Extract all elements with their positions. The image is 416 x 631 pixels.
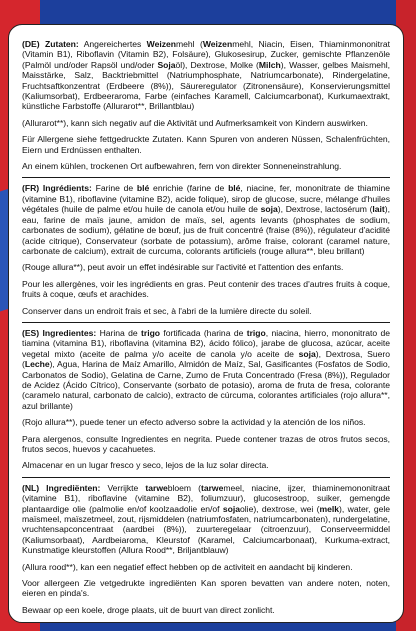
language-heading: (DE) Zutaten: xyxy=(22,39,79,49)
storage-instructions: Bewaar op een koele, droge plaats, uit de buurt van direct zonlicht. xyxy=(22,604,275,615)
allergen-word: soja xyxy=(260,204,278,215)
colour-warning: (Allurarot**), kann sich negativ auf die Aktivität und Aufmerksamkeit von Kindern auswirken. xyxy=(22,117,368,128)
colour-warning: (Allura rood**), kan een negatief effect hebben op de activiteit en aandacht bij kinderen. xyxy=(22,561,353,572)
allergen-word: Weizen xyxy=(146,39,177,49)
language-heading: (ES) Ingredientes: xyxy=(22,327,97,338)
allergen-word: melk xyxy=(319,503,340,514)
allergen-word: tarwe xyxy=(145,482,168,493)
allergen-word: Milch xyxy=(258,59,281,70)
allergen-word: blé xyxy=(136,183,150,194)
allergen-word: blé xyxy=(228,183,241,194)
allergen-advice: Pour les allergènes, voir les ingrédients en gras. Peut contenir des traces d'autres fruits à coque, fruits à coque, œufs et arachides. xyxy=(22,278,390,300)
language-heading: (FR) Ingrédients: xyxy=(22,183,92,194)
storage-instructions: Conserver dans un endroit frais et sec, à l'abri de la lumière directe du soleil. xyxy=(22,305,312,316)
allergen-advice: Para alergenos, consulte Ingredientes en negrita. Puede contener trazas de otros frutos secos, frutos secos, huevos y cacahuetes. xyxy=(22,433,390,454)
ingredients-text: (DE) Zutaten: Angereichertes Weizenmehl (Weizenmehl, Niacin, Eisen, Thiaminmononitrat (Vitamin B1), Riboflavin (Vitamin B2), Folsäure), Glukosesirup, Zucker, gemischte Pflanzenöle (Palmöl und/oder Rapsöl und/oder Sojaöl), Dextrose, Molke (Milch), Wasser, gelbes Maismehl, Maisstärke, Salz, Backtriebmittel (Natriumphosphate, Natriumcarbonate), Rindergelatine, Fruchtsaftkonzentrat (Erdbeere (8%)), Säureregulator (Zitronensäure), Konservierungsmittel (Kaliumsorbat), Erdbeeraroma, Farbe (einfaches Karamell, Calciumcarbonat), Kurkumaextrakt, künstliche Farbstoffe (Allurarot**, Brillantblau) xyxy=(22,39,390,112)
section-divider xyxy=(22,177,390,178)
storage-instructions: An einem kühlen, trockenen Ort aufbewahren, fern von direkter Sonneneinstrahlung. xyxy=(22,161,342,172)
allergen-word: soja xyxy=(222,503,241,514)
language-section xyxy=(22,328,390,471)
allergen-word: Weizen xyxy=(202,39,233,49)
allergen-advice: Für Allergene siehe fettgedruckte Zutaten. Kann Spuren von anderen Nüssen, Schalenfrüchten, Eiern und Erdnüssen enthalten. xyxy=(22,134,390,155)
language-section xyxy=(22,483,390,615)
allergen-word: tarwe xyxy=(200,482,224,493)
allergen-word: trigo xyxy=(246,327,266,338)
allergen-word: lait xyxy=(372,204,385,215)
ingredients-text: (NL) Ingrediënten: Verrijkte tarwebloem (tarwemeel, niacine, ijzer, thiaminemononitraat (vitamine B1), riboflavine (vitamine B2), foliumzuur), glucosestroop, suiker, gemengde plantaardige olie (palmolie en/of koolzaadolie en/of sojaolie), dextrose, wei (melk), water, gele maïsmeel, maïszetmeel, zout, rijsmiddelen (natriumfosfaten, natriumcarbonaten), rundergelatine, vruchtensapconcentraat (aardbei (8%)), zuurteregelaar (citroenzuur), Conserveermiddel (Kaliumsorbaat), Aardbeiaroma, Kleurstof (Karamel, Calciumcarbonaat), Kurkuma-extract, Kunstmatige kleurstoffen (Allura Rood**, Briljantblauw) xyxy=(22,482,390,556)
colour-warning: (Rojo allura**), puede tener un efecto adverso sobre la actividad y la atención de los niños. xyxy=(22,417,366,428)
allergen-word: soja xyxy=(298,348,316,359)
ingredients-label-panel xyxy=(8,24,404,623)
section-divider xyxy=(22,477,390,478)
ingredients-text: (ES) Ingredientes: Harina de trigo fortificada (harina de trigo, niacina, hierro, mononitrato de tiamina (vitamina B1), riboflavina (vitamina B2), ácido fólico), jarabe de glucosa, azúcar, aceite vegetal mixto (aceite de palma y/o aceite de canola y/o aceite de soja), Dextrosa, Suero (Leche), Agua, Harina de Maíz Amarillo, Almidón de Maíz, Sal, Gasificantes (Fosfatos de Sodio, Carbonatos de Sodio), Gelatina de Carne, Zumo de Fruta Concentrado (Fresa (8%)), Regulador de Acidez (Ácido Cítrico), Conservante (sorbato de potasio), aroma de fruta de fresa, colorante (caramelo natural, carbonato de calcio), extracto de cúrcuma, colorantes artificiales (rojo allura**, azul brillante) xyxy=(22,327,390,411)
allergen-advice: Voor allergeen Zie vetgedrukte ingrediënten Kan sporen bevatten van andere noten, noten, eieren en pinda's. xyxy=(22,578,390,599)
language-heading: (NL) Ingrediënten: xyxy=(22,482,101,493)
allergen-word: Soja xyxy=(157,59,176,70)
storage-instructions: Almacenar en un lugar fresco y seco, lejos de la luz solar directa. xyxy=(22,460,269,471)
ingredients-text: (FR) Ingrédients: Farine de blé enrichie (farine de blé, niacine, fer, mononitrate de thiamine (vitamine B1), riboflavine (vitamine B2), acide folique), sirop de glucose, sucre, mélange d'huiles végétales (huile de palme et/ou huile de canola et/ou huile de soja), Dextrose, lactosérum (lait), eau, farine de maïs jaune, amidon de maïs, sel, agents levants (phosphates de sodium, carbonates de sodium), gélatine de bœuf, jus de fruit concentré (fraise (8%)), régulateur d'acidité (acide citrique), Conservateur (sorbate de potassium), arôme fraise, colorant (caramel nature, carbonate de calcium), extrait de curcuma, colorants artificiels (rouge allura**, bleu brillant) xyxy=(22,183,390,256)
allergen-word: Leche xyxy=(24,359,50,370)
section-divider xyxy=(22,322,390,323)
language-section xyxy=(22,183,390,315)
allergen-word: trigo xyxy=(141,327,161,338)
language-section xyxy=(22,39,390,171)
colour-warning: (Rouge allura**), peut avoir un effet indésirable sur l'activité et l'attention des enfants. xyxy=(22,262,344,273)
